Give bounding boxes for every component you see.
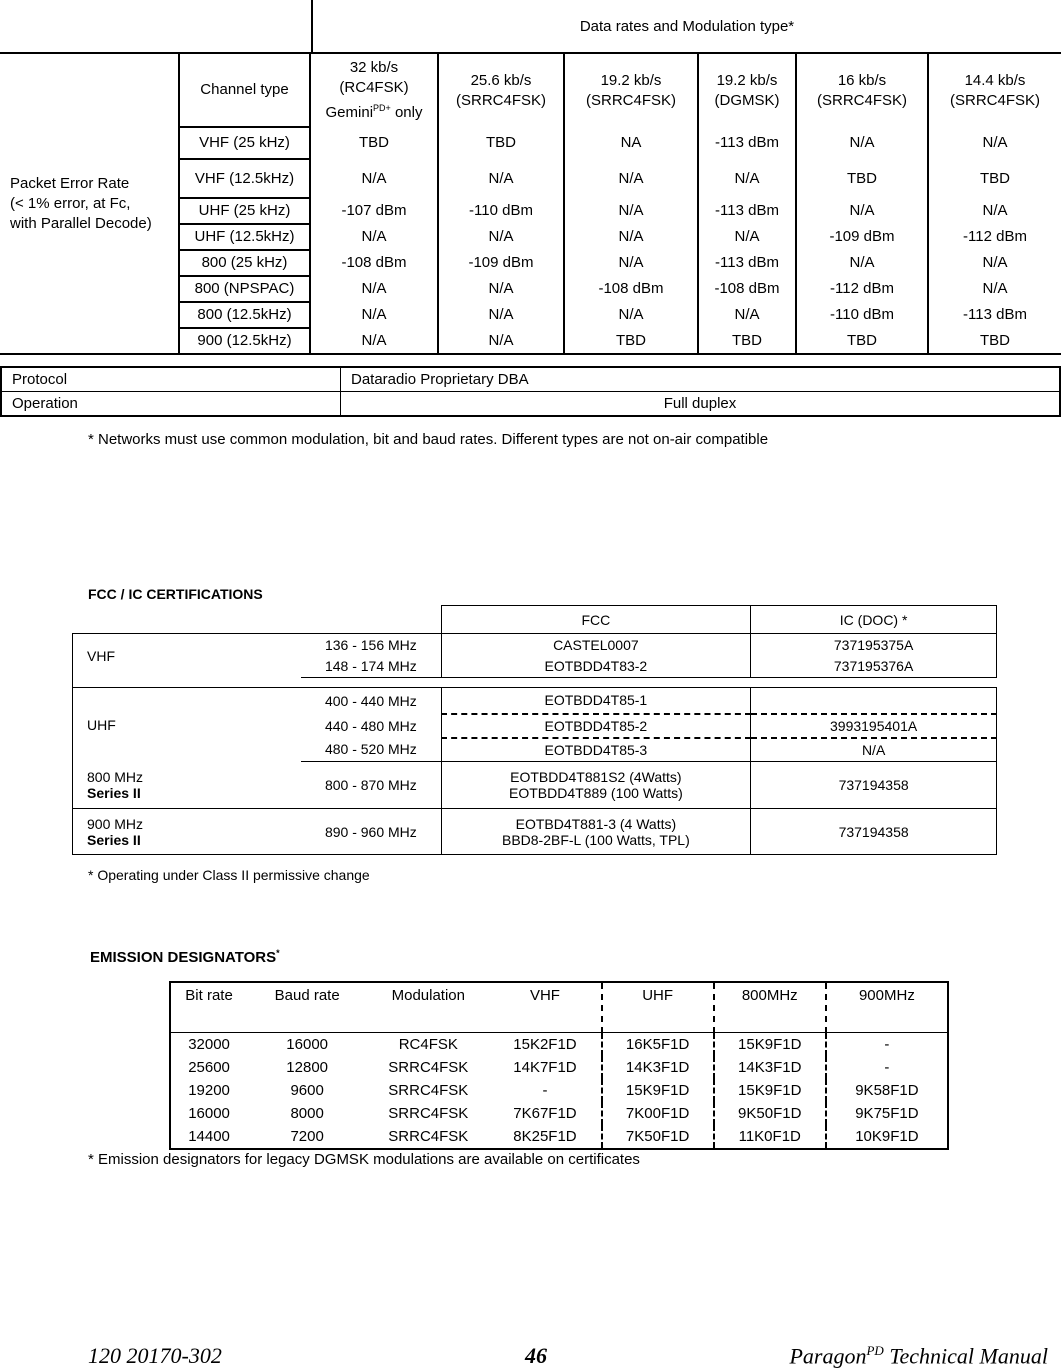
cell: SRRC4FSK	[388, 1128, 469, 1145]
cell: 7K50F1D	[602, 1125, 714, 1149]
table-row	[73, 809, 997, 855]
cell: 15K9F1D	[602, 1079, 714, 1102]
value-cell: N/A	[361, 331, 387, 349]
col-mod: (DGMSK)	[714, 91, 780, 109]
col-header: 900MHz	[826, 982, 948, 1033]
value-cell: N/A	[928, 250, 1061, 276]
value-cell: N/A	[361, 280, 387, 297]
gemini-text: Gemini	[325, 104, 374, 121]
ic-cell: 737195376A	[751, 656, 997, 678]
value-cell: N/A	[698, 224, 796, 250]
value-cell: -113 dBm	[698, 127, 796, 159]
table-row	[170, 1033, 948, 1057]
col-header-25k6	[438, 54, 564, 127]
vhf-band-label: VHF	[73, 634, 302, 678]
col-header-14k4	[928, 54, 1061, 127]
col-rate: 19.2 kb/s	[600, 71, 662, 89]
col-header: Bit rate	[170, 982, 247, 1033]
cell: 9600	[290, 1082, 324, 1099]
col-rate: 16 kb/s	[837, 71, 887, 89]
packet-error-rate-table	[0, 54, 1061, 355]
value-cell: N/A	[564, 198, 698, 224]
col-mod: (SRRC4FSK)	[816, 91, 907, 109]
cell: 32000	[188, 1036, 230, 1053]
fcc-cell	[441, 762, 751, 809]
col-rate: 14.4 kb/s	[964, 71, 1026, 89]
spacer-row	[73, 678, 997, 688]
cell: 7K67F1D	[513, 1105, 577, 1122]
cell: 10K9F1D	[826, 1125, 948, 1149]
col-header: UHF	[602, 982, 714, 1033]
value-cell: N/A	[564, 302, 698, 328]
cell: -	[826, 1056, 948, 1079]
spacer-cell	[73, 678, 997, 688]
emission-title-text: EMISSION DESIGNATORS	[90, 949, 277, 966]
value-cell: TBD	[564, 328, 698, 354]
value-cell: -110 dBm	[438, 198, 564, 224]
value-cell: -109 dBm	[438, 250, 564, 276]
channel-cell: 800 (25 kHz)	[179, 250, 310, 276]
ic-column-header: IC (DOC) *	[751, 606, 997, 634]
cell: 16K5F1D	[602, 1033, 714, 1057]
per-label-condition: (< 1% error, at Fc,	[10, 194, 131, 212]
value-cell: N/A	[361, 306, 387, 323]
fcc-line: BBD8-2BF-L (100 Watts, TPL)	[501, 831, 690, 848]
value-cell: N/A	[564, 224, 698, 250]
fcc-cell: EOTBDD4T85-1	[441, 688, 751, 714]
cell: -	[826, 1033, 948, 1057]
col-header: Modulation	[367, 982, 489, 1033]
data-rates-header: Data rates and Modulation type*	[312, 0, 1061, 53]
cell: 8000	[290, 1105, 324, 1122]
col-rate: 25.6 kb/s	[470, 71, 532, 89]
col-header-32k	[310, 54, 438, 127]
col-mod: (SRRC4FSK)	[585, 91, 676, 109]
document-number: 120 20170-302	[88, 1343, 222, 1368]
protocol-value: Dataradio Proprietary DBA	[341, 367, 1061, 392]
manual-name-sup: PD	[866, 1343, 884, 1358]
cell: 9K75F1D	[826, 1102, 948, 1125]
value-cell: -113 dBm	[698, 250, 796, 276]
value-cell: TBD	[796, 159, 928, 198]
cell: 8K25F1D	[513, 1128, 577, 1145]
value-cell: -113 dBm	[928, 302, 1061, 328]
manual-name-b: Technical Manual	[883, 1343, 1048, 1369]
emission-title	[90, 948, 280, 966]
value-cell: TBD	[438, 127, 564, 159]
fcc-line: EOTBDD4T881S2 (4Watts)	[510, 769, 682, 785]
value-cell: N/A	[438, 224, 564, 250]
value-cell: TBD	[359, 134, 389, 151]
cell: 11K0F1D	[714, 1125, 826, 1149]
protocol-label: Protocol	[1, 367, 341, 392]
table-row	[73, 634, 997, 656]
value-cell: N/A	[438, 159, 564, 198]
fcc-title: FCC / IC CERTIFICATIONS	[88, 586, 263, 602]
cell: 19200	[188, 1082, 230, 1099]
cell: 15K9F1D	[714, 1033, 826, 1057]
cell: 15K2F1D	[513, 1036, 577, 1053]
per-header-table	[0, 0, 1061, 54]
cell: 14400	[188, 1128, 230, 1145]
fcc-cell: CASTEL0007	[441, 634, 751, 656]
table-row	[170, 1056, 948, 1079]
fcc-line: EOTBDD4T889 (100 Watts)	[508, 785, 683, 801]
table-row	[1, 392, 1060, 417]
networks-note: * Networks must use common modulation, bit and baud rates. Different types are not on-air compatible	[88, 431, 769, 448]
cell: 7200	[290, 1128, 324, 1145]
operation-value: Full duplex	[341, 392, 1061, 417]
col-rate: 19.2 kb/s	[716, 71, 778, 89]
series-900-band: 900 MHz	[87, 815, 144, 832]
fcc-cell: EOTBDD4T85-2	[441, 714, 751, 738]
value-cell: N/A	[438, 302, 564, 328]
manual-name-a: Paragon	[789, 1343, 867, 1369]
channel-cell: 800 (NPSPAC)	[179, 276, 310, 302]
ic-cell	[751, 688, 997, 714]
table-row	[170, 1125, 948, 1149]
cell: 12800	[286, 1059, 329, 1076]
operation-label: Operation	[1, 392, 341, 417]
value-cell: N/A	[698, 159, 796, 198]
ic-cell: N/A	[751, 738, 997, 762]
freq-cell: 480 - 520 MHz	[301, 738, 441, 762]
value-cell: -108 dBm	[564, 276, 698, 302]
per-side-label	[0, 54, 179, 354]
per-label-decode: with Parallel Decode)	[10, 214, 152, 232]
value-cell: -108 dBm	[341, 254, 407, 271]
table-row	[73, 762, 997, 809]
col-header: VHF	[489, 982, 601, 1033]
freq-cell: 890 - 960 MHz	[301, 809, 441, 855]
emission-title-sup: *	[276, 948, 280, 958]
cell: 16000	[188, 1105, 230, 1122]
cell: 9K58F1D	[826, 1079, 948, 1102]
value-cell: N/A	[698, 302, 796, 328]
col-header-19k2-dgmsk	[698, 54, 796, 127]
table-row	[1, 367, 1060, 392]
ic-cell: 737194358	[751, 809, 997, 855]
cell: 9K50F1D	[714, 1102, 826, 1125]
col-mod: (SRRC4FSK)	[455, 91, 546, 109]
fcc-header-blank	[73, 606, 442, 634]
series-800-band: 800 MHz	[87, 768, 144, 785]
cell: 7K00F1D	[602, 1102, 714, 1125]
value-cell: N/A	[796, 127, 928, 159]
value-cell: -109 dBm	[796, 224, 928, 250]
cell: 14K7F1D	[513, 1059, 577, 1076]
fcc-cell: EOTBDD4T85-3	[441, 738, 751, 762]
cell: RC4FSK	[398, 1036, 458, 1053]
gemini-only: only	[390, 104, 423, 121]
series-900-label	[73, 809, 302, 855]
value-cell: TBD	[698, 328, 796, 354]
cell: -	[542, 1082, 548, 1099]
channel-cell: UHF (12.5kHz)	[179, 224, 310, 250]
table-row	[73, 606, 997, 634]
freq-cell: 400 - 440 MHz	[301, 688, 441, 714]
ic-cell: 3993195401A	[751, 714, 997, 738]
cell: 16000	[286, 1036, 329, 1053]
channel-type-header: Channel type	[179, 54, 310, 127]
cell: 15K9F1D	[714, 1079, 826, 1102]
channel-cell: 900 (12.5kHz)	[179, 328, 310, 354]
col-header-19k2-srrc	[564, 54, 698, 127]
channel-cell: UHF (25 kHz)	[179, 198, 310, 224]
col-32k-gemini	[313, 98, 435, 123]
page-number: 46	[525, 1343, 547, 1368]
col-header: Baud rate	[247, 982, 367, 1033]
legacy-dgmsk-note: * Emission designators for legacy DGMSK modulations are available on certificates	[88, 1151, 640, 1168]
value-cell: N/A	[564, 250, 698, 276]
value-cell: N/A	[564, 159, 698, 198]
value-cell: N/A	[361, 228, 387, 245]
value-cell: -110 dBm	[796, 302, 928, 328]
per-label-title: Packet Error Rate	[10, 174, 130, 192]
cell: SRRC4FSK	[388, 1059, 469, 1076]
table-row	[170, 1102, 948, 1125]
value-cell: -108 dBm	[698, 276, 796, 302]
value-cell: N/A	[438, 276, 564, 302]
channel-cell: VHF (25 kHz)	[179, 127, 310, 159]
series-800-series: Series II	[87, 784, 141, 801]
col-32k-rate: 32 kb/s	[349, 59, 399, 76]
col-mod: (SRRC4FSK)	[949, 91, 1040, 109]
value-cell: -107 dBm	[341, 202, 407, 219]
manual-name	[789, 1343, 1048, 1369]
fcc-cell: EOTBDD4T83-2	[441, 656, 751, 678]
ic-cell: 737194358	[751, 762, 997, 809]
value-cell: TBD	[796, 328, 928, 354]
value-cell: N/A	[796, 250, 928, 276]
fcc-line: EOTBD4T881-3 (4 Watts)	[515, 815, 677, 832]
cell: SRRC4FSK	[388, 1082, 469, 1099]
col-header: 800MHz	[714, 982, 826, 1033]
value-cell: N/A	[928, 127, 1061, 159]
value-cell: NA	[564, 127, 698, 159]
emission-designators-table	[169, 981, 949, 1150]
col-32k-mod: (RC4FSK)	[339, 79, 409, 96]
value-cell: -112 dBm	[796, 276, 928, 302]
freq-cell: 136 - 156 MHz	[324, 636, 417, 653]
cell: SRRC4FSK	[388, 1105, 469, 1122]
class-ii-note: * Operating under Class II permissive change	[88, 867, 370, 883]
col-header-16k	[796, 54, 928, 127]
value-cell: -112 dBm	[928, 224, 1061, 250]
cell: 25600	[188, 1059, 230, 1076]
fcc-certifications-table	[72, 605, 997, 855]
value-cell: N/A	[361, 169, 387, 187]
series-900-series: Series II	[87, 831, 141, 848]
freq-cell: 440 - 480 MHz	[324, 717, 417, 734]
gemini-sup: PD+	[373, 103, 391, 113]
series-800-label	[73, 762, 302, 809]
channel-cell: VHF (12.5kHz)	[179, 159, 310, 198]
protocol-table	[0, 366, 1061, 417]
value-cell: N/A	[928, 198, 1061, 224]
ic-cell: 737195375A	[751, 634, 997, 656]
header-blank-cell	[0, 0, 312, 53]
freq-cell: 800 - 870 MHz	[301, 762, 441, 809]
uhf-band-label: UHF	[73, 688, 302, 762]
value-cell: N/A	[928, 276, 1061, 302]
table-row	[73, 688, 997, 714]
value-cell: -113 dBm	[698, 198, 796, 224]
freq-cell: 148 - 174 MHz	[301, 656, 441, 678]
table-header-row	[170, 982, 948, 1033]
value-cell: N/A	[796, 198, 928, 224]
table-row	[170, 1079, 948, 1102]
fcc-cell	[441, 809, 751, 855]
value-cell: TBD	[928, 328, 1061, 354]
value-cell: TBD	[928, 159, 1061, 198]
fcc-column-header: FCC	[441, 606, 751, 634]
channel-cell: 800 (12.5kHz)	[179, 302, 310, 328]
cell: 14K3F1D	[714, 1056, 826, 1079]
cell: 14K3F1D	[602, 1056, 714, 1079]
value-cell: N/A	[438, 328, 564, 354]
